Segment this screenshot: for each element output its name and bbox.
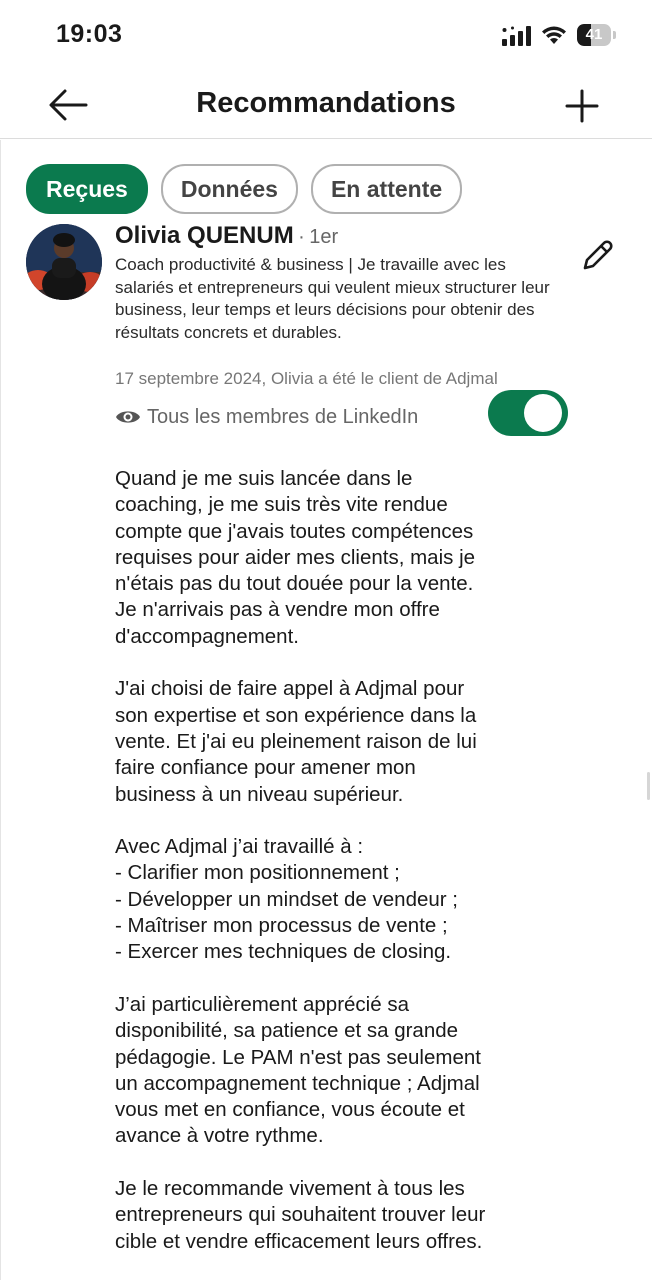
text-line: d'accompagnement. xyxy=(115,624,299,648)
text-line: un accompagnement technique ; Adjmal xyxy=(115,1071,480,1095)
text-line: n'étais pas du tout douée pour la vente. xyxy=(115,572,474,596)
status-bar xyxy=(0,0,652,70)
text-line: disponibilité, sa patience et sa grande xyxy=(115,1019,459,1043)
top-app-bar xyxy=(0,70,652,139)
text-line: son expertise et son expérience dans la xyxy=(115,703,477,727)
tab-2[interactable]: En attente xyxy=(311,164,462,214)
text-line: vous met en confiance, vous écoute et xyxy=(115,1098,465,1122)
plus-icon[interactable] xyxy=(564,88,600,124)
visibility-label: Tous les membres de LinkedIn xyxy=(147,405,419,428)
profile-photo-icon xyxy=(26,224,102,300)
pencil-icon[interactable] xyxy=(579,238,615,274)
tab-0[interactable]: Reçues xyxy=(26,164,148,214)
text-line: - Clarifier mon positionnement ; xyxy=(115,861,400,885)
text-line: vente. Et j'ai eu pleinement raison de lui xyxy=(115,729,477,753)
eye-icon xyxy=(115,408,141,426)
wifi-icon xyxy=(541,24,567,46)
status-time: 19:03 xyxy=(56,20,123,48)
author-headline: Coach productivité & business | Je travaille avec les salariés et entrepreneurs qui veulent mieux structurer leur business, leur temps et leurs décisions pour obtenir des résultats concrets et durables. xyxy=(115,255,550,342)
recommendation-date: 17 septembre 2024, Olivia a été le client de Adjmal xyxy=(115,369,498,388)
visibility-setting xyxy=(115,402,418,432)
text-line: - Développer un mindset de vendeur ; xyxy=(115,887,459,911)
filter-tabs xyxy=(26,164,462,214)
text-line: - Exercer mes techniques de closing. xyxy=(115,940,452,964)
recommendation-paragraph xyxy=(115,992,555,1150)
recommendation-paragraph xyxy=(115,1176,555,1255)
text-line: requises pour aider mes clients, mais je xyxy=(115,545,476,569)
text-line: Avec Adjmal j’ai travaillé à : xyxy=(115,835,364,859)
text-line: Je le recommande vivement à tous les xyxy=(115,1177,465,1201)
recommendation-paragraph xyxy=(115,676,555,807)
page-title: Recommandations xyxy=(196,87,456,119)
recommendation-paragraph xyxy=(115,834,555,965)
recommendation-text xyxy=(115,466,555,1281)
battery-level: 41 xyxy=(585,26,603,43)
text-line: faire confiance pour amener mon xyxy=(115,756,416,780)
author-line xyxy=(115,222,338,250)
author-name[interactable]: Olivia QUENUM xyxy=(115,222,294,249)
text-line: Quand je me suis lancée dans le xyxy=(115,467,413,490)
text-line: avance à votre rythme. xyxy=(115,1124,324,1148)
text-line: J’ai particulièrement apprécié sa xyxy=(115,992,409,1016)
toggle-knob xyxy=(524,394,562,432)
text-line: Je n'arrivais pas à vendre mon offre xyxy=(115,598,440,622)
recommendation-paragraph xyxy=(115,466,555,650)
scrollbar[interactable] xyxy=(647,772,650,800)
connection-degree: 1er xyxy=(309,226,339,248)
separator-dot: · xyxy=(298,226,305,248)
text-line: pédagogie. Le PAM n'est pas seulement xyxy=(115,1045,481,1069)
battery-indicator xyxy=(577,24,617,46)
tab-1[interactable]: Données xyxy=(161,164,298,214)
text-line: entrepreneurs qui souhaitent trouver leur xyxy=(115,1203,486,1227)
cellular-signal-icon xyxy=(502,26,532,46)
text-line: coaching, je me suis très vite rendue xyxy=(115,493,448,517)
recommendations-content xyxy=(0,140,652,1280)
text-line: compte que j'avais toutes compétences xyxy=(115,519,474,543)
text-line: cible et vendre efficacement leurs offres. xyxy=(115,1229,483,1253)
text-line: - Maîtriser mon processus de vente ; xyxy=(115,914,448,938)
text-line: business à un niveau supérieur. xyxy=(115,782,404,806)
avatar[interactable] xyxy=(26,224,102,300)
visibility-toggle[interactable] xyxy=(488,390,568,436)
text-line: J'ai choisi de faire appel à Adjmal pour xyxy=(115,677,465,701)
